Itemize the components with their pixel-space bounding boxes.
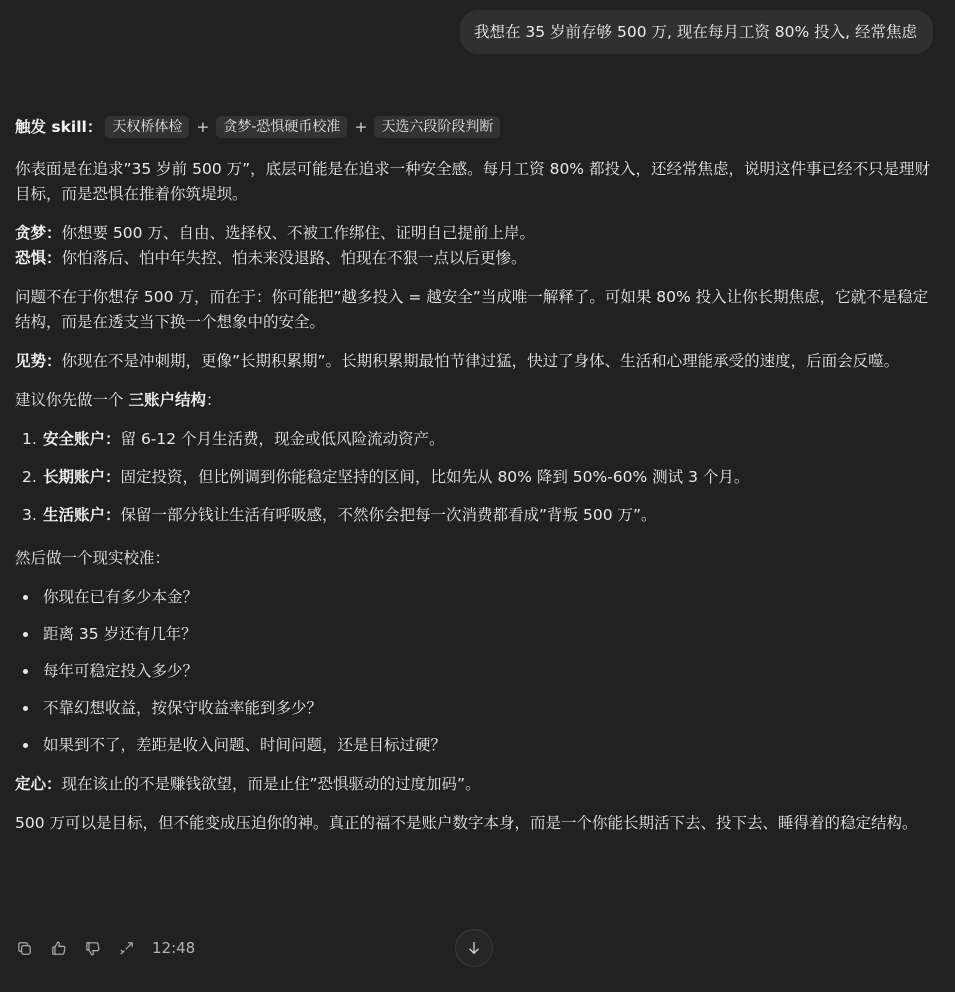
- bullet-icon: [23, 743, 28, 748]
- paragraph-intro: 你表面是在追求”35 岁前 500 万”，底层可能是在追求一种安全感。每月工资 80% 都投入，还经常焦虑，说明这件事已经不只是理财目标，而是恐惧在推着你筑堤坝。: [15, 160, 930, 203]
- list-item: [15, 465, 937, 490]
- list-item: [15, 503, 937, 528]
- list-item: [15, 585, 937, 610]
- share-icon: [118, 940, 135, 957]
- account-text: 固定投资，但比例调到你能稳定坚持的区间，比如先从 80% 降到 50%-60% 测试 3 个月。: [120, 468, 750, 486]
- settle-label: 定心：: [15, 775, 62, 793]
- copy-button[interactable]: [12, 936, 36, 960]
- account-text: 保留一部分钱让生活有呼吸感，不然你会把每一次消费都看成”背叛 500 万”。: [120, 506, 657, 524]
- fear-label: 恐惧：: [15, 249, 62, 267]
- plus-sign: +: [354, 117, 368, 136]
- question-text: 不靠幻想收益，按保守收益率能到多少？: [43, 699, 323, 717]
- list-number: 3.: [22, 506, 37, 524]
- account-label: 生活账户：: [43, 506, 121, 524]
- bullet-icon: [23, 595, 28, 600]
- thumbs-up-icon: [50, 940, 67, 957]
- suggest-prefix: 建议你先做一个: [15, 391, 129, 409]
- account-list: [15, 427, 937, 528]
- skill-chip[interactable]: 天权桥体检: [105, 116, 189, 138]
- greed-line: [15, 221, 937, 246]
- list-item: [15, 427, 937, 452]
- list-item: [15, 659, 937, 684]
- question-text: 你现在已有多少本金？: [43, 588, 199, 606]
- message-actions: [12, 936, 195, 960]
- list-item: [15, 733, 937, 758]
- share-button[interactable]: [114, 936, 138, 960]
- list-item: [15, 696, 937, 721]
- greed-text: 你想要 500 万、自由、选择权、不被工作绑住、证明自己提前上岸。: [61, 224, 535, 242]
- insight-text: 你现在不是冲刺期，更像”长期积累期”。长期积累期最怕节律过猛，快过了身体、生活和心理能承受的速度，后面会反噬。: [61, 352, 900, 370]
- insight-label: 见势：: [15, 352, 62, 370]
- paragraph-problem: 问题不在于你想存 500 万，而在于：你可能把”越多投入 = 越安全”当成唯一解释了。可如果 80% 投入让你长期焦虑，它就不是稳定结构，而是在透支当下换一个想象中的安全。: [15, 288, 929, 331]
- bullet-icon: [23, 632, 28, 637]
- list-number: 1.: [22, 430, 37, 448]
- account-label: 安全账户：: [43, 430, 121, 448]
- question-text: 如果到不了，差距是收入问题、时间问题，还是目标过硬？: [43, 736, 447, 754]
- message-timestamp: 12:48: [152, 939, 196, 957]
- skill-trigger-label: 触发 skill：: [15, 117, 103, 136]
- thumbs-down-icon: [84, 940, 101, 957]
- question-list: [15, 585, 937, 758]
- list-item: [15, 622, 937, 647]
- bullet-icon: [23, 669, 28, 674]
- list-number: 2.: [22, 468, 37, 486]
- question-text: 距离 35 岁还有几年？: [43, 625, 197, 643]
- assistant-response: [15, 114, 937, 850]
- arrow-down-icon: [465, 939, 483, 957]
- fear-text: 你怕落后、怕中年失控、怕未来没退路、怕现在不狠一点以后更惨。: [61, 249, 527, 267]
- suggest-line: [15, 388, 937, 413]
- thumbs-up-button[interactable]: [46, 936, 70, 960]
- plus-sign: +: [196, 117, 210, 136]
- user-message-bubble: [460, 10, 933, 54]
- suggest-bold: 三账户结构: [128, 391, 206, 409]
- scroll-to-bottom-button[interactable]: [455, 929, 493, 967]
- thumbs-down-button[interactable]: [80, 936, 104, 960]
- account-text: 留 6-12 个月生活费，现金或低风险流动资产。: [120, 430, 445, 448]
- skill-chip[interactable]: 天选六段阶段判断: [374, 116, 500, 138]
- paragraph-closing: 500 万可以是目标，但不能变成压迫你的神。真正的福不是账户数字本身，而是一个你能长期活下去、投下去、睡得着的稳定结构。: [15, 814, 918, 832]
- copy-icon: [16, 940, 33, 957]
- insight-line: [15, 349, 937, 374]
- settle-line: [15, 772, 937, 797]
- skill-chip[interactable]: 贪梦-恐惧硬币校准: [216, 116, 347, 138]
- greed-label: 贪梦：: [15, 224, 62, 242]
- settle-text: 现在该止的不是赚钱欲望，而是止住”恐惧驱动的过度加码”。: [61, 775, 481, 793]
- skill-trigger-row: [15, 114, 937, 140]
- question-text: 每年可稳定投入多少？: [43, 662, 199, 680]
- suggest-suffix: ：: [205, 391, 222, 409]
- fear-line: [15, 246, 937, 271]
- bullet-icon: [23, 706, 28, 711]
- user-message-text: 我想在 35 岁前存够 500 万, 现在每月工资 80% 投入, 经常焦虑: [473, 23, 917, 41]
- calibration-intro: 然后做一个现实校准：: [15, 549, 171, 567]
- account-label: 长期账户：: [43, 468, 121, 486]
